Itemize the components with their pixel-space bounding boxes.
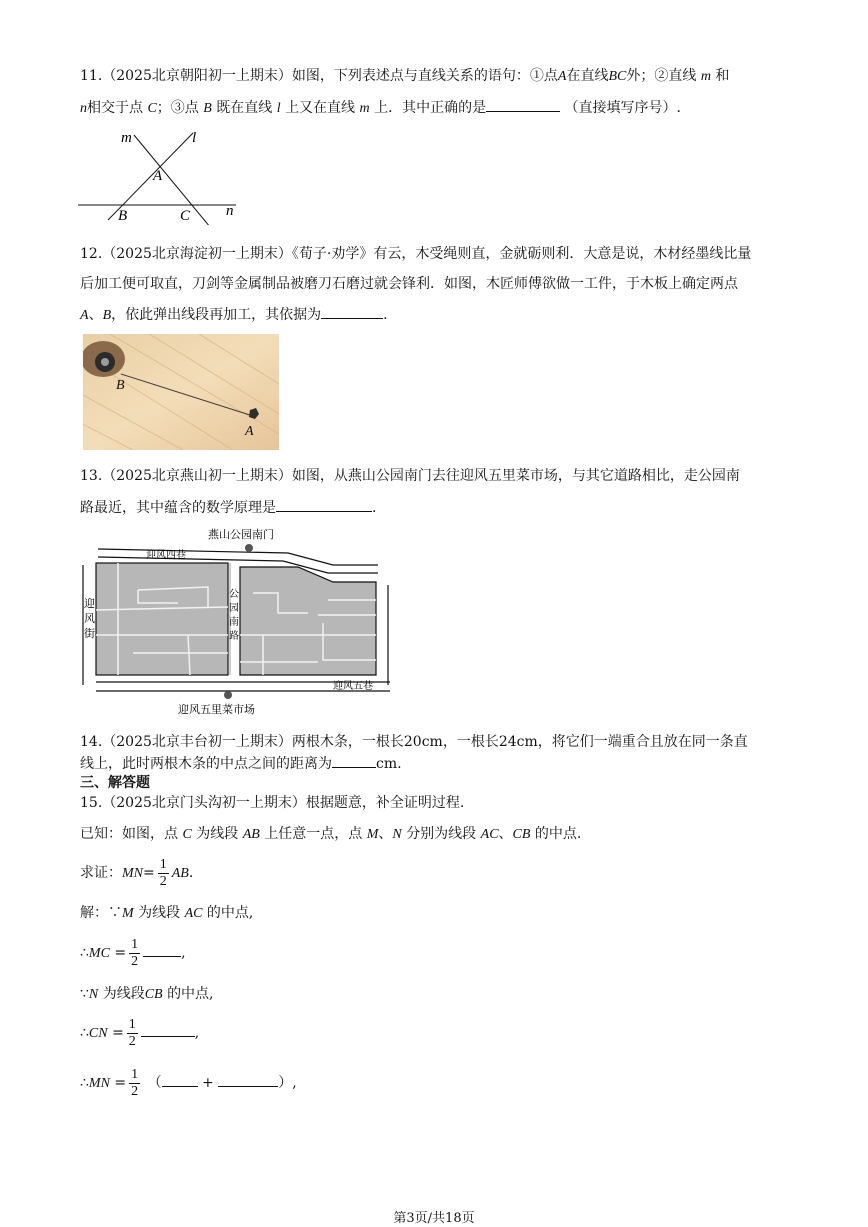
- q14-line-2: 线上，此时两根木条的中点之间的距离为 cm.: [80, 753, 402, 774]
- q13-street-map: [78, 525, 398, 720]
- map-left-street-2: 风: [84, 612, 95, 625]
- map-mid-road-3: 南: [229, 617, 239, 628]
- q15-given: 已知：如图，点 C 为线段 AB 上任意一点，点 M、N 分别为线段 AC、CB 的中点.: [80, 826, 582, 842]
- label-m: m: [121, 130, 132, 146]
- q15-solution-5: ∴MN = $\frac{1}{2}$ （ + ）,: [80, 1066, 297, 1099]
- q15-solution-4: ∴CN = $\frac{1}{2}$ ,: [80, 1016, 200, 1049]
- label-l: l: [192, 130, 197, 146]
- answer-blank[interactable]: [218, 1072, 278, 1087]
- map-mid-road-2: 园: [229, 603, 239, 614]
- q12-line-3: A、B，依此弹出线段再加工，其依据为 .: [80, 304, 388, 326]
- q15-prove: 求证：MN= $\frac{1}{2}$ AB.: [80, 856, 194, 889]
- map-left-street-1: 迎: [84, 597, 95, 610]
- q15-solution-3: ∵N 为线段CB 的中点,: [80, 986, 214, 1002]
- q11-lines-figure: [78, 125, 243, 225]
- q12-line-1: 12.（2025北京海淀初一上期末）《荀子·劝学》有云，木受绳则直，金就砺则利．大意是说，木材经墨线比量: [80, 246, 752, 262]
- map-mid-road-1: 公: [229, 589, 239, 600]
- answer-blank[interactable]: [141, 1022, 195, 1037]
- label-n: n: [226, 203, 234, 219]
- answer-blank[interactable]: [276, 497, 372, 512]
- map-mid-road-4: 路: [229, 631, 239, 642]
- photo-label-B: B: [116, 378, 125, 393]
- map-left-street-3: 街: [84, 627, 95, 640]
- label-C: C: [180, 208, 191, 224]
- q11-line-2: n相交于点 C；③点 B 既在直线 l 上又在直线 m 上．其中正确的是 （直接填写序号）.: [80, 97, 681, 119]
- q12-line-2: 后加工便可取直，刀剑等金属制品被磨刀石磨过就会锋利．如图，木匠师傅欲做一工件，于木板上确定两点: [80, 276, 738, 292]
- q13-line-2: 路最近，其中蕴含的数学原理是 .: [80, 497, 376, 518]
- map-market-label: 迎风五里菜市场: [178, 703, 255, 716]
- q13-line-1: 13.（2025北京燕山初一上期末）如图，从燕山公园南门去往迎风五里菜市场，与其它道路相比，走公园南: [80, 468, 740, 484]
- fraction-half: $\frac{1}{2}$: [131, 1066, 139, 1099]
- answer-blank[interactable]: [486, 97, 560, 112]
- label-B: B: [118, 208, 128, 224]
- section-title: 三、解答题: [80, 775, 150, 791]
- map-top-street-label: 迎风四巷: [146, 550, 186, 561]
- label-A: A: [153, 168, 163, 184]
- answer-blank[interactable]: [332, 753, 376, 768]
- q15-line-1: 15.（2025北京门头沟初一上期末）根据题意，补全证明过程.: [80, 795, 465, 811]
- photo-label-A: A: [245, 424, 254, 439]
- fraction-half: $\frac{1}{2}$: [159, 856, 167, 889]
- q15-solution-1: 解：∵M 为线段 AC 的中点,: [80, 905, 254, 921]
- answer-blank[interactable]: [143, 942, 181, 957]
- q12-woodboard-photo: [83, 334, 279, 450]
- q14-line-1: 14.（2025北京丰台初一上期末）两根木条，一根长20cm，一根长24cm，将它们一端重合且放在同一条直: [80, 734, 748, 750]
- answer-blank[interactable]: [321, 304, 383, 319]
- fraction-half: $\frac{1}{2}$: [128, 1016, 136, 1049]
- q15-solution-2: ∴MC = $\frac{1}{2}$ ,: [80, 936, 186, 969]
- q11-line-1: 11.（2025北京朝阳初一上期末）如图，下列表述点与直线关系的语句：①点A在直线BC外；②直线 m 和: [80, 68, 730, 84]
- answer-blank[interactable]: [162, 1072, 198, 1087]
- page-footer: 第3页/共18页: [393, 1211, 475, 1226]
- map-bottom-street-label: 迎风五巷: [333, 681, 373, 692]
- map-gate-label: 燕山公园南门: [208, 528, 274, 541]
- fraction-half: $\frac{1}{2}$: [131, 936, 139, 969]
